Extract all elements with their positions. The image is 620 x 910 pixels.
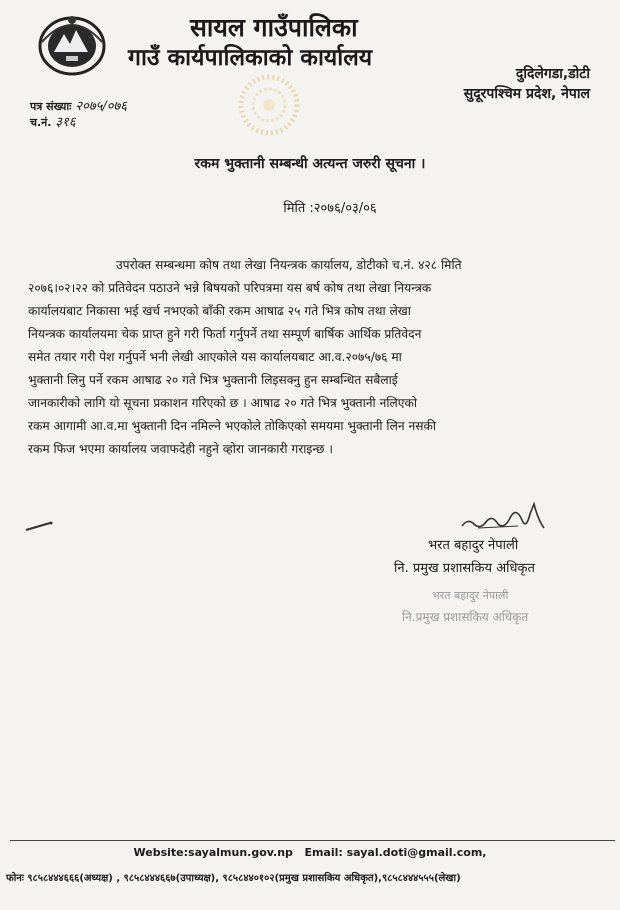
notice-subject: रकम भुक्तानी सम्बन्धी अत्यन्त जरुरी सूचना । xyxy=(194,156,426,172)
body-line: नियन्त्रक कार्यालयमा चेक प्राप्त हुने गरी फिर्ता गर्नुपर्ने तथा सम्पूर्ण बार्षिक आर्थिक प्रतिवेदन xyxy=(28,327,422,341)
footer-phones: फोनः ९८५८४४४६६६(अध्यक्ष) , ९८५८४४४६६७(उपाध्यक्ष), ९८५८४४०१०२(प्रमुख प्रशासकिय अधिकृत),९८५८४४४५५५(लेखा) xyxy=(6,873,461,884)
body-line: २०७६।०२।२२ को प्रतिवेदन पठाउने भन्ने बिषयको परिपत्रमा यस बर्ष कोष तथा लेखा नियन्त्रक xyxy=(28,281,432,295)
dispatch-number-value: ३१६ xyxy=(55,115,76,130)
body-line: उपरोक्त सम्बन्धमा कोष तथा लेखा नियन्त्रक कार्यालय, डोटीको च.नं. ४२८ मिति xyxy=(116,258,462,272)
website-label: Website: xyxy=(133,846,189,859)
signature xyxy=(458,500,548,540)
pen-mark xyxy=(24,520,54,532)
dispatch-number-label: च.नं. xyxy=(30,116,52,129)
email-label: Email: xyxy=(304,846,343,859)
body-line: जानकारीको लागि यो सूचना प्रकाशन गरिएको छ । आषाढ २० गते भित्र भुक्तानी नलिएको xyxy=(28,396,418,410)
office-name: सायल गाउँपालिका xyxy=(190,13,358,42)
body-line: भुक्तानी लिनु पर्ने रकम आषाढ २० गते भित्र भुक्तानी लिइसक्नु हुन सम्बन्धित सबैलाई xyxy=(28,373,398,387)
address-line-2: सुदूरपश्चिम प्रदेश, नेपाल xyxy=(463,86,590,102)
email-link[interactable]: sayal.doti@gmail.com, xyxy=(346,846,487,859)
dispatch-number xyxy=(30,112,76,130)
letter-number-value: २०७५/०७६ xyxy=(75,99,128,114)
footer-contact xyxy=(0,846,620,859)
body-line: कार्यालयबाट निकासा भई खर्च नभएको बाँकी रकम आषाढ २५ गते भित्र कोष तथा लेखा xyxy=(28,304,411,318)
notice-date: मिति :२०७६/०३/०६ xyxy=(283,201,377,216)
government-emblem xyxy=(36,12,108,78)
body-line: रकम फिज भएमा कार्यालय जवाफदेही नहुने व्होरा जानकारी गराइन्छ । xyxy=(28,442,333,456)
signatory-title: नि. प्रमुख प्रशासकिय अधिकृत xyxy=(394,561,535,576)
body-line: रकम आगामी आ.व.मा भुक्तानी दिन नमिल्ने भएकोले तोकिएको समयमा भुक्तानी लिन नसकी xyxy=(28,419,437,433)
office-subtitle: गाउँ कार्यपालिकाको कार्यालय xyxy=(128,44,373,71)
faded-seal-stamp xyxy=(232,72,306,138)
footer-divider xyxy=(10,840,615,841)
letter-number-label: पत्र संख्याः xyxy=(30,100,72,113)
address-line-1: दुदिलेगडा,डोटी xyxy=(515,66,590,82)
name-stamp: भरत बहादुर नेपाली xyxy=(432,589,509,602)
body-line: समेत तयार गरी पेश गर्नुपर्ने भनी लेखी आएकोले यस कार्यालयबाट आ.व.२०७५/७६ मा xyxy=(28,350,402,364)
website-link[interactable]: sayalmun.gov.np xyxy=(188,846,293,859)
designation-stamp: नि.प्रमुख प्रशासकिय अधिकृत xyxy=(402,610,529,624)
signatory-name: भरत बहादुर नेपाली xyxy=(428,538,519,553)
